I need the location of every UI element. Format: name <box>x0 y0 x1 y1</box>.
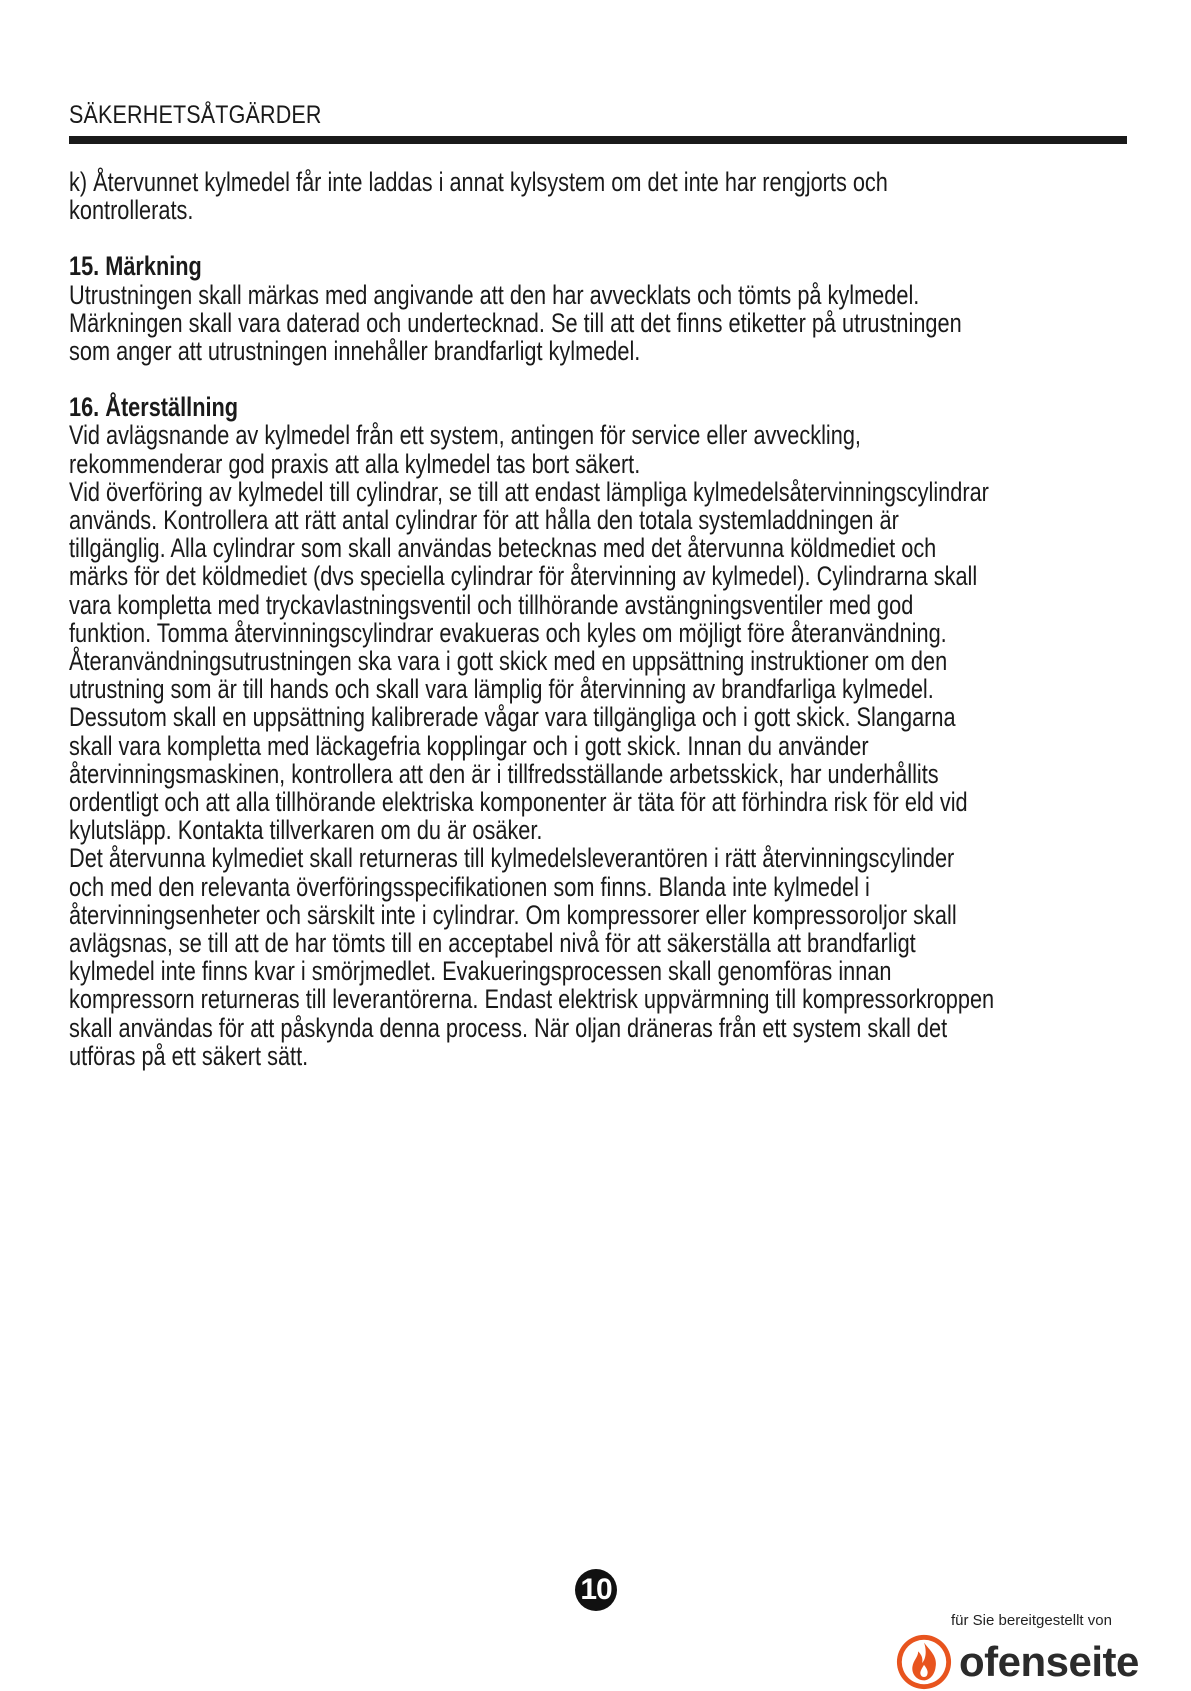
paragraph-line: utföras på ett säkert sätt. <box>69 1040 309 1071</box>
paragraph-line: vara kompletta med tryckavlastningsventil och tillhörande avstängningsventiler med god <box>69 589 914 620</box>
paragraph-line: återvinningsenheter och särskilt inte i cylindrar. Om kompressorer eller kompressoroljor skall <box>69 899 957 930</box>
paragraph-line: rekommenderar god praxis att alla kylmedel tas bort säkert. <box>69 448 641 479</box>
paragraph-line: ordentligt och att alla tillhörande elektriska komponenter är täta för att förhindra risk för eld vid <box>69 787 968 818</box>
paragraph-line: Återanvändningsutrustningen ska vara i gott skick med en uppsättning instruktioner om den <box>69 646 948 677</box>
paragraph-line: skall vara kompletta med läckagefria kopplingar och i gott skick. Innan du använder <box>69 730 869 761</box>
paragraph-line: och med den relevanta överföringsspecifikationen som finns. Blanda inte kylmedel i <box>69 871 870 902</box>
paragraph-line: funktion. Tomma återvinningscylindrar evakueras och kyles om möjligt före återanvändning. <box>69 617 947 648</box>
paragraph-line: skall användas för att påskynda denna process. När oljan dräneras från ett system skall det <box>69 1012 948 1043</box>
paragraph-line: utrustning som är till hands och skall vara lämplig för återvinning av brandfarliga kylmedel. <box>69 674 934 705</box>
section-markning <box>69 252 1135 365</box>
spacer <box>69 365 1135 393</box>
paragraph-line: kompressorn returneras till leverantörerna. Endast elektrisk uppvärmning till kompressorkroppen <box>69 984 995 1015</box>
paragraph-line: avlägsnas, se till att de har tömts till en acceptabel nivå för att säkerställa att brandfarligt <box>69 928 916 959</box>
paragraph-line: används. Kontrollera att rätt antal cylindrar för att hålla den totala systemladdningen är <box>69 505 899 536</box>
paragraph-line: kontrollerats. <box>69 195 194 226</box>
section-aterstallning <box>69 393 1135 1070</box>
ofenseite-logo <box>895 1633 1139 1691</box>
logo-text: ofenseite <box>959 1638 1139 1685</box>
header-divider <box>69 136 1127 144</box>
section-heading: 15. Märkning <box>69 251 202 282</box>
paragraph-line: kylutsläpp. Kontakta tillverkaren om du är osäker. <box>69 815 543 846</box>
section-heading: 16. Återställning <box>69 392 239 423</box>
paragraph-line: återvinningsmaskinen, kontrollera att den är i tillfredsställande arbetsskick, har underhållits <box>69 758 939 789</box>
flame-icon <box>895 1633 953 1691</box>
paragraph-line: märks för det köldmediet (dvs speciella cylindrar för återvinning av kylmedel). Cylindrarna skall <box>69 561 978 592</box>
paragraph-line: kylmedel inte finns kvar i smörjmedlet. Evakueringsprocessen skall genomföras innan <box>69 956 892 987</box>
page-number-badge <box>575 1569 617 1611</box>
paragraph-line: Utrustningen skall märkas med angivande att den har avvecklats och tömts på kylmedel. <box>69 279 920 310</box>
paragraph-line: Märkningen skall vara daterad och undertecknad. Se till att det finns etiketter på utrustningen <box>69 307 962 338</box>
paragraph-line: som anger att utrustningen innehåller brandfarligt kylmedel. <box>69 336 641 367</box>
page-number: 10 <box>580 1573 612 1606</box>
page-title: SÄKERHETSÅTGÄRDER <box>69 101 322 129</box>
paragraph-line: Vid överföring av kylmedel till cylindrar, se till att endast lämpliga kylmedelsåtervinningscylindrar <box>69 476 989 507</box>
paragraph-line: Dessutom skall en uppsättning kalibrerade vågar vara tillgängliga och i gott skick. Slangarna <box>69 702 956 733</box>
paragraph-line: Det återvunna kylmediet skall returneras till kylmedelsleverantören i rätt återvinningscylinder <box>69 843 955 874</box>
paragraph-line: tillgänglig. Alla cylindrar som skall användas betecknas med det återvunna köldmediet och <box>69 533 937 564</box>
paragraph-line: k) Återvunnet kylmedel får inte laddas i annat kylsystem om det inte har rengjorts och <box>69 167 888 197</box>
provided-by-text: für Sie bereitgestellt von <box>951 1612 1112 1629</box>
document-body <box>69 168 1135 1070</box>
paragraph-line: Vid avlägsnande av kylmedel från ett system, antingen för service eller avveckling, <box>69 420 861 451</box>
spacer <box>69 224 1135 252</box>
